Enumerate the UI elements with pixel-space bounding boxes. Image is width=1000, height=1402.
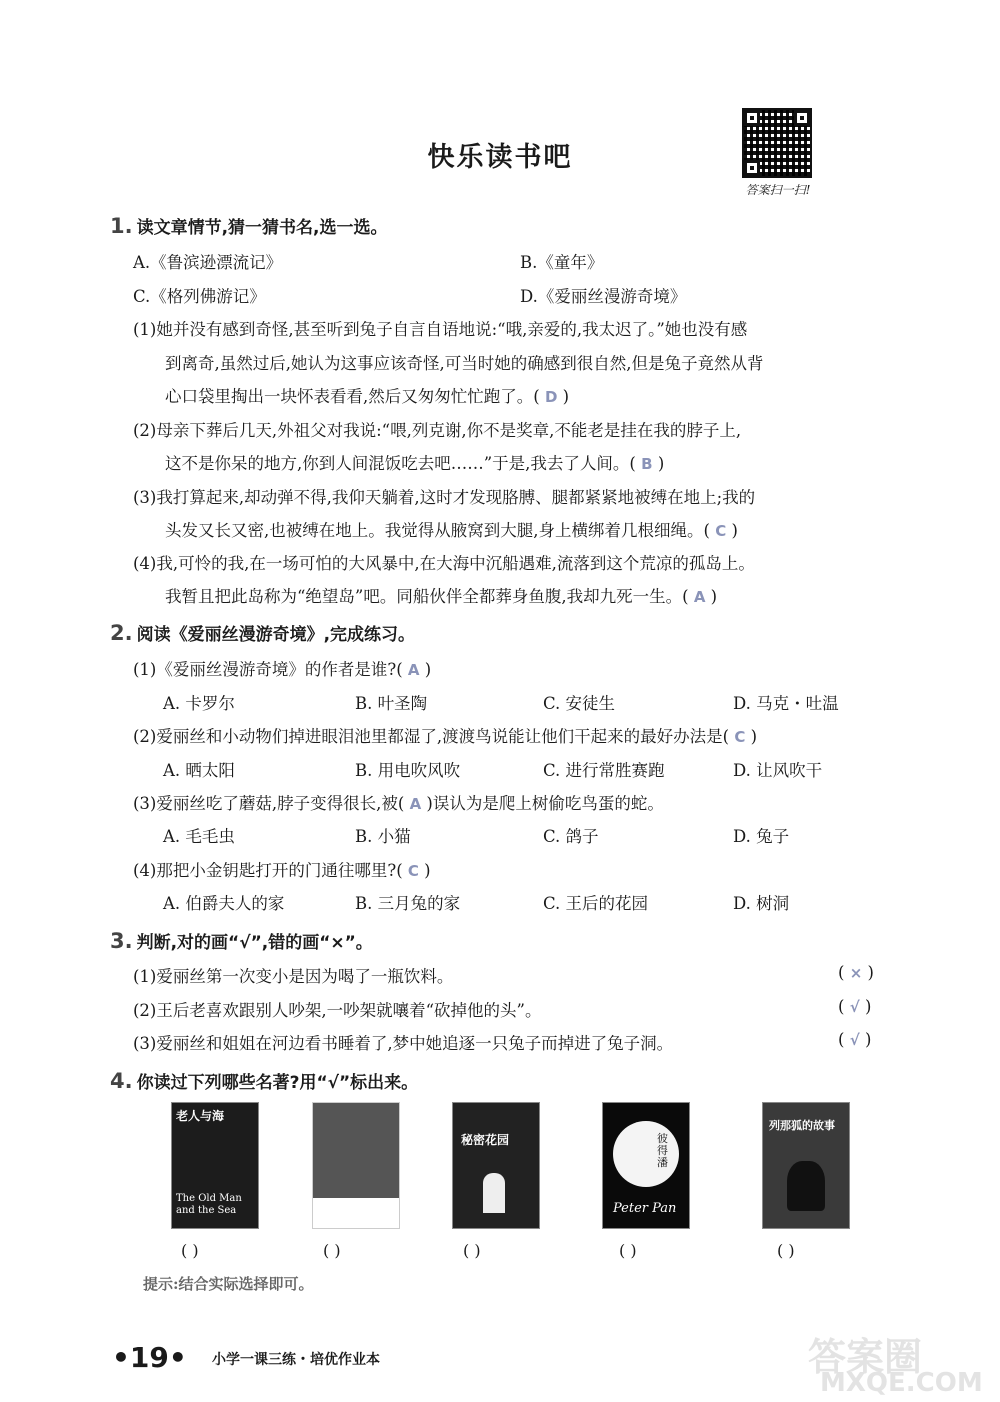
q2-item1-option-c: C. 安徒生	[543, 694, 616, 713]
book5-check-field[interactable]: ( )	[777, 1241, 795, 1260]
q3-item3: (3)爱丽丝和姐姐在河边看书睡着了,梦中她追逐一只兔子而掉进了兔子洞。	[133, 1034, 674, 1053]
page-title: 快乐读书吧	[427, 142, 573, 173]
q2-item1-option-b: B. 叶圣陶	[355, 694, 428, 713]
q2-heading: 2. 阅读《爱丽丝漫游奇境》,完成练习。	[110, 621, 416, 645]
q1-item2-line1: (2)母亲下葬后几天,外祖父对我说:“喂,列克谢,你不是奖章,不能老是挂在我的脖子上,	[133, 421, 742, 440]
footer-book-title: 小学一课三练・培优作业本	[212, 1352, 380, 1368]
q1-item3-line1: (3)我打算起来,却动弹不得,我仰天躺着,这时才发现胳膊、腿都紧紧地被缚在地上;我的	[133, 488, 756, 507]
book2-check-field[interactable]: ( )	[323, 1241, 341, 1260]
q2-item3-option-b: B. 小猫	[355, 827, 411, 846]
q1-item3-line2: 头发又长又密,也被缚在地上。我觉得从腋窝到大腿,身上横绑着几根细绳。( C )	[165, 521, 738, 540]
q1-item4-line1: (4)我,可怜的我,在一场可怕的大风暴中,在大海中沉船遇难,流落到这个荒凉的孤岛上。	[133, 554, 755, 573]
book3-check-field[interactable]: ( )	[463, 1241, 481, 1260]
q1-option-a: A.《鲁滨逊漂流记》	[133, 253, 283, 272]
answer: A	[407, 661, 420, 679]
q2-item4-option-a: A. 伯爵夫人的家	[163, 894, 285, 913]
q1-item1-line3: 心口袋里掏出一块怀表看看,然后又匆匆忙忙跑了。( D )	[165, 387, 570, 406]
answer: C	[407, 862, 419, 880]
q3-item1: (1)爱丽丝第一次变小是因为喝了一瓶饮料。	[133, 967, 454, 986]
q1-item1-line1: (1)她并没有感到奇怪,甚至听到兔子自言自语地说:“哦,亲爱的,我太迟了。”她也没有感	[133, 320, 748, 339]
q3-item3-answer: ( √ )	[838, 1030, 872, 1049]
q2-item1-option-a: A. 卡罗尔	[163, 694, 235, 713]
q1-option-c: C.《格列佛游记》	[133, 287, 266, 306]
q2-item3-option-d: D. 兔子	[733, 827, 790, 846]
book1-check-field[interactable]: ( )	[181, 1241, 199, 1260]
answer: D	[544, 388, 558, 406]
watermark-logo: 答案圈	[808, 1335, 923, 1379]
q4-heading: 4. 你读过下列哪些名著?用“√”标出来。	[110, 1069, 419, 1093]
q2-item2-option-a: A. 晒太阳	[163, 761, 235, 780]
q2-item3-option-c: C. 鸽子	[543, 827, 599, 846]
book4-check-field[interactable]: ( )	[619, 1241, 637, 1260]
book-cover-peter-pan: 彼得潘 Peter Pan	[602, 1102, 690, 1229]
book-cover-secret-garden: 秘密花园	[452, 1102, 540, 1229]
q2-item2-option-c: C. 进行常胜赛跑	[543, 761, 665, 780]
q3-heading: 3. 判断,对的画“√”,错的画“×”。	[110, 929, 373, 953]
hint-text: 提示:结合实际选择即可。	[143, 1275, 314, 1293]
q3-item2: (2)王后老喜欢跟别人吵架,一吵架就嚷着“砍掉他的头”。	[133, 1001, 542, 1020]
q3-item1-answer: ( × )	[838, 963, 874, 982]
qr-caption: 答案扫一扫!	[745, 183, 811, 197]
q1-item2-line2: 这不是你呆的地方,你到人间混饭吃去吧……”于是,我去了人间。( B )	[165, 454, 665, 473]
q2-item3-stem: (3)爱丽丝吃了蘑菇,脖子变得很长,被( A )误认为是爬上树偷吃鸟蛋的蛇。	[133, 794, 664, 813]
q1-option-b: B.《童年》	[520, 253, 604, 272]
qr-code-icon[interactable]	[742, 108, 812, 178]
q2-item1-option-d: D. 马克・吐温	[733, 694, 839, 713]
book-cover-reynard-fox: 列那狐的故事	[762, 1102, 850, 1229]
q2-item2-option-d: D. 让风吹干	[733, 761, 823, 780]
q2-item2-stem: (2)爱丽丝和小动物们掉进眼泪池里都湿了,渡渡鸟说能让他们干起来的最好办法是( C )	[133, 727, 758, 746]
book-cover-old-man-and-sea: 老人与海 The Old Man and the Sea	[171, 1102, 259, 1229]
q1-option-d: D.《爱丽丝漫游奇境》	[520, 287, 687, 306]
q1-heading: 1. 读文章情节,猜一猜书名,选一选。	[110, 214, 388, 238]
q2-item3-option-a: A. 毛毛虫	[163, 827, 235, 846]
watermark-url: MXQE.COM	[820, 1368, 983, 1398]
q1-item4-line2: 我暂且把此岛称为“绝望岛”吧。同船伙伴全都葬身鱼腹,我却九死一生。( A )	[165, 587, 718, 606]
q1-item1-line2: 到离奇,虽然过后,她认为这事应该奇怪,可当时她的确感到很自然,但是兔子竟然从背	[165, 354, 764, 373]
answer: C	[734, 728, 746, 746]
q2-item1-stem: (1)《爱丽丝漫游奇境》的作者是谁?( A )	[133, 660, 432, 679]
q2-item4-option-c: C. 王后的花园	[543, 894, 649, 913]
answer: A	[693, 588, 706, 606]
q2-item4-option-d: D. 树洞	[733, 894, 790, 913]
page-number: •19•	[112, 1341, 187, 1374]
q2-item4-option-b: B. 三月兔的家	[355, 894, 461, 913]
q2-item4-stem: (4)那把小金钥匙打开的门通往哪里?( C )	[133, 861, 431, 880]
q3-item2-answer: ( √ )	[838, 997, 872, 1016]
book-cover-2	[312, 1102, 400, 1229]
q2-item2-option-b: B. 用电吹风吹	[355, 761, 461, 780]
answer: B	[641, 455, 653, 473]
answer: C	[715, 522, 727, 540]
answer: A	[409, 795, 422, 813]
